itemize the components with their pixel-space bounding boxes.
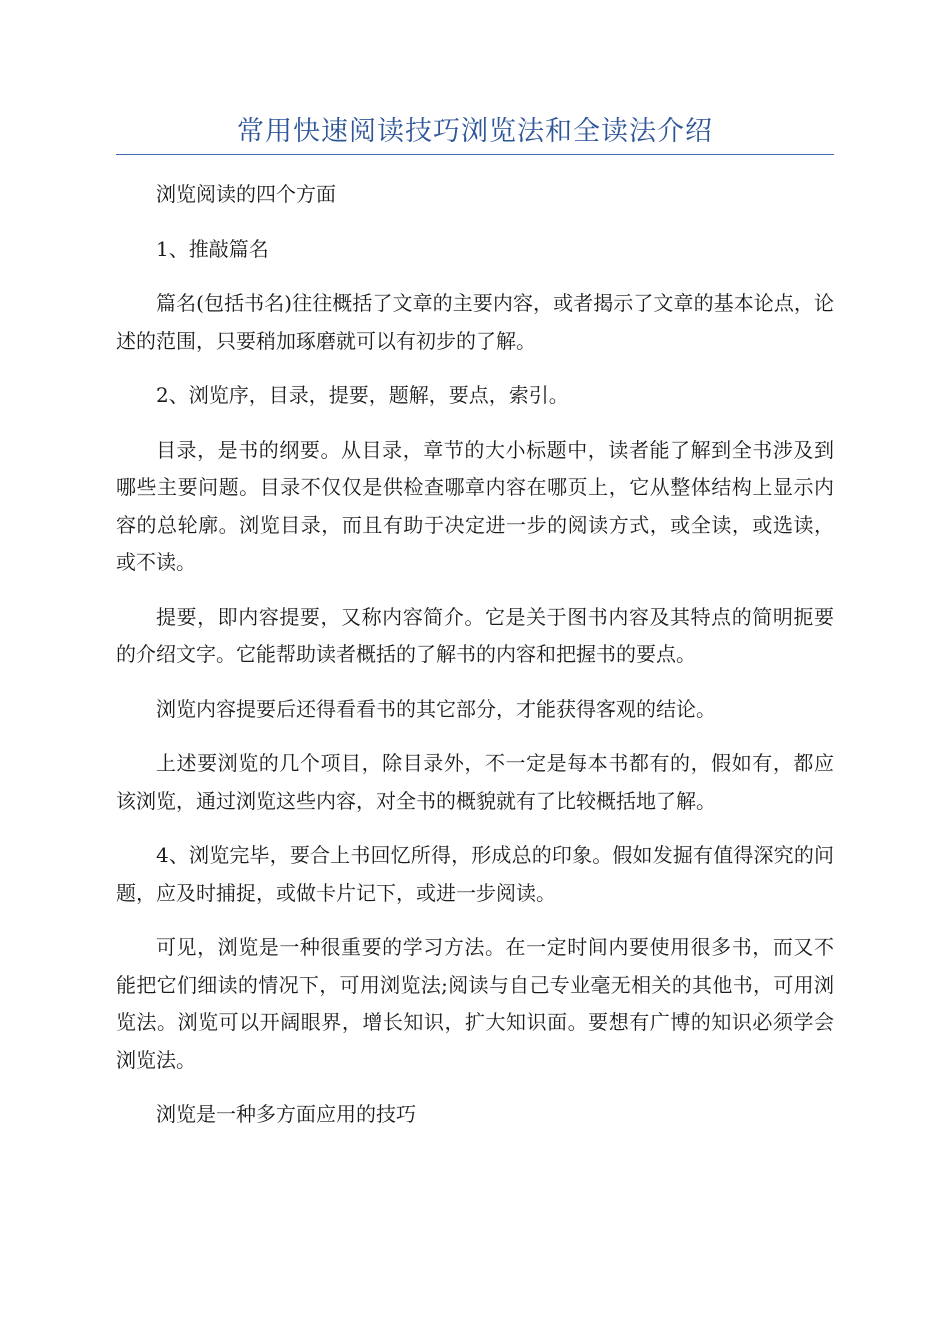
paragraph: 目录，是书的纲要。从目录，章节的大小标题中，读者能了解到全书涉及到哪些主要问题。目录不仅仅是供检查哪章内容在哪页上，它从整体结构上显示内容的总轮廓。浏览目录，而且有助于决定进一步的阅读方式，或全读，或选读，或不读。 (116, 437, 834, 574)
paragraph: 篇名(包括书名)往往概括了文章的主要内容，或者揭示了文章的基本论点，论述的范围，只要稍加琢磨就可以有初步的了解。 (116, 291, 834, 353)
paragraph: 1、推敲篇名 (156, 236, 269, 261)
title-underline (116, 154, 834, 155)
paragraph: 2、浏览序，目录，提要，题解，要点，索引。 (156, 383, 569, 407)
paragraph: 提要，即内容提要，又称内容简介。它是关于图书内容及其特点的简明扼要的介绍文字。它能帮助读者概括的了解书的内容和把握书的要点。 (116, 604, 834, 666)
paragraph: 浏览阅读的四个方面 (156, 182, 336, 206)
document-title: 常用快速阅读技巧浏览法和全读法介绍 (237, 116, 713, 147)
paragraph: 4、浏览完毕，要合上书回忆所得，形成总的印象。假如发掘有值得深究的问题，应及时捕捉，或做卡片记下，或进一步阅读。 (116, 843, 834, 905)
paragraph: 浏览是一种多方面应用的技巧 (156, 1102, 416, 1126)
paragraph: 上述要浏览的几个项目，除目录外，不一定是每本书都有的，假如有，都应该浏览，通过浏览这些内容，对全书的概貌就有了比较概括地了解。 (116, 751, 834, 813)
document-body (116, 176, 834, 1151)
paragraph: 浏览内容提要后还得看看书的其它部分，才能获得客观的结论。 (156, 696, 716, 721)
paragraph: 可见，浏览是一种很重要的学习方法。在一定时间内要使用很多书，而又不能把它们细读的情况下，可用浏览法;阅读与自己专业毫无相关的其他书，可用浏览法。浏览可以开阔眼界，增长知识，扩大知识面。要想有广博的知识必须学会浏览法。 (116, 935, 834, 1072)
